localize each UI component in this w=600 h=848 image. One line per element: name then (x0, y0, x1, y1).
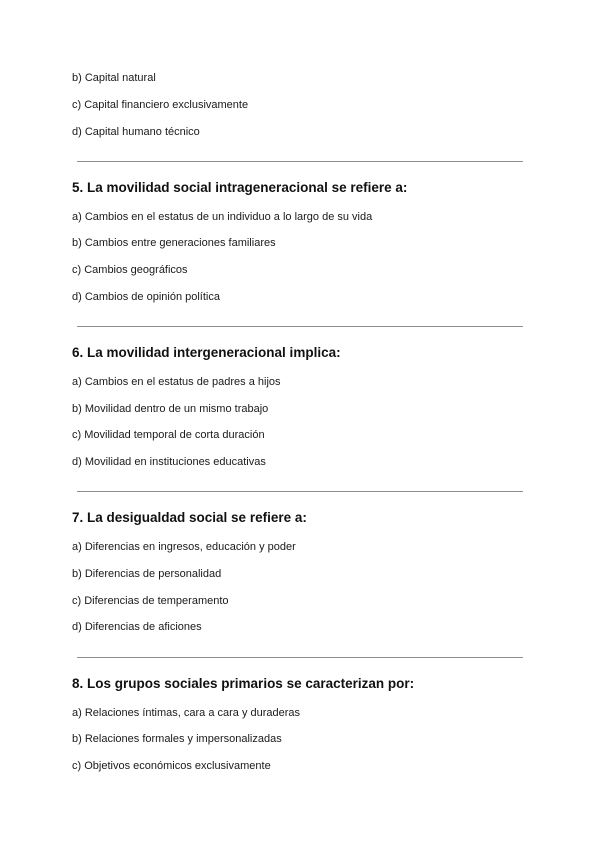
option-q4-b: b) Capital natural (72, 72, 156, 84)
option-q6-b: b) Movilidad dentro de un mismo trabajo (72, 403, 269, 415)
option-q7-c: c) Diferencias de temperamento (72, 595, 229, 607)
divider (77, 657, 523, 658)
option-q6-c: c) Movilidad temporal de corta duración (72, 429, 265, 441)
option-q5-d: d) Cambios de opinión política (72, 291, 220, 303)
option-q7-d: d) Diferencias de aficiones (72, 621, 202, 633)
divider (77, 491, 523, 492)
option-q4-d: d) Capital humano técnico (72, 126, 200, 138)
option-q8-c: c) Objetivos económicos exclusivamente (72, 760, 271, 772)
question-7-title: 7. La desigualdad social se refiere a: (72, 510, 307, 525)
divider (77, 161, 523, 162)
option-q8-a: a) Relaciones íntimas, cara a cara y duraderas (72, 707, 301, 719)
option-q4-c: c) Capital financiero exclusivamente (72, 99, 249, 111)
option-q6-d: d) Movilidad en instituciones educativas (72, 456, 266, 468)
option-q5-c: c) Cambios geográficos (72, 264, 188, 276)
option-q5-a: a) Cambios en el estatus de un individuo a lo largo de su vida (72, 211, 373, 223)
option-q7-b: b) Diferencias de personalidad (72, 568, 222, 580)
divider (77, 326, 523, 327)
option-q6-a: a) Cambios en el estatus de padres a hijos (72, 376, 281, 388)
option-q7-a: a) Diferencias en ingresos, educación y poder (72, 541, 296, 553)
question-6-title: 6. La movilidad intergeneracional implica: (72, 345, 341, 360)
option-q8-b: b) Relaciones formales y impersonalizadas (72, 733, 282, 745)
question-8-title: 8. Los grupos sociales primarios se caracterizan por: (72, 676, 415, 691)
option-q5-b: b) Cambios entre generaciones familiares (72, 237, 276, 249)
question-5-title: 5. La movilidad social intrageneracional se refiere a: (72, 180, 408, 195)
